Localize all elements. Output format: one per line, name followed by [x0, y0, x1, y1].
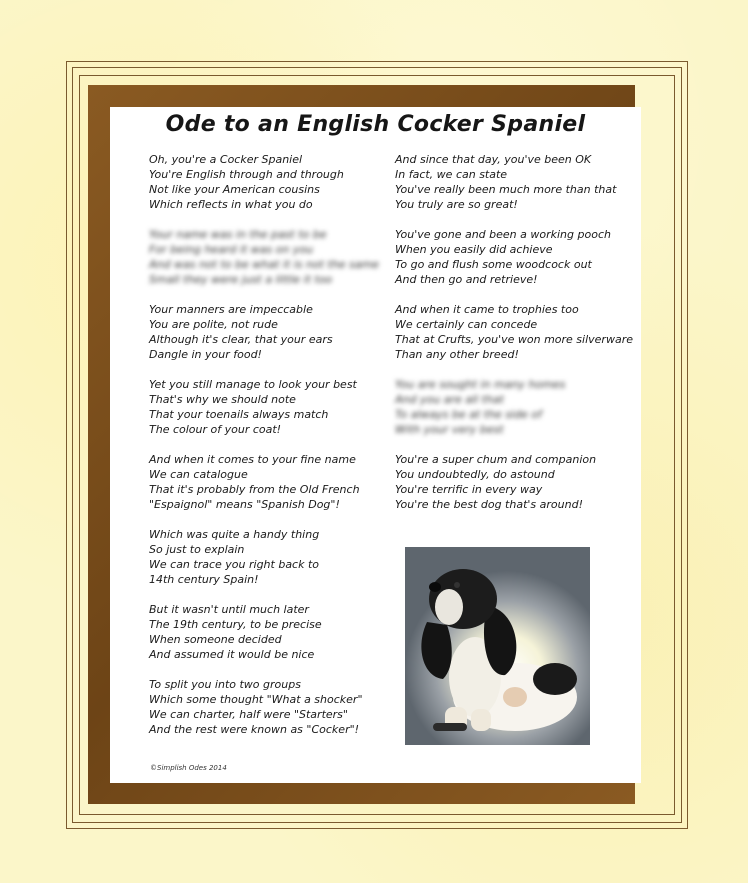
poem-line: You're the best dog that's around! [395, 498, 583, 511]
poem-line: You've really been much more than that [395, 183, 617, 196]
left-stanza-4 [149, 377, 379, 437]
poem-line: You undoubtedly, do astound [395, 468, 555, 481]
poem-line: We certainly can concede [395, 318, 538, 331]
poem-line: When someone decided [149, 633, 282, 646]
right-stanza-5 [395, 452, 635, 512]
poem-line: The 19th century, to be precise [149, 618, 322, 631]
poem-line: We can catalogue [149, 468, 248, 481]
poem-line: The colour of your coat! [149, 423, 282, 436]
poem-line: To split you into two groups [149, 678, 301, 691]
poem-line: To always be at the side of [395, 408, 542, 421]
cocker-spaniel-photo [405, 547, 590, 745]
poem-line: Which some thought "What a shocker" [149, 693, 363, 706]
poem-line: You're a super chum and companion [395, 453, 597, 466]
poem-line: 14th century Spain! [149, 573, 259, 586]
poem-line: You are polite, not rude [149, 318, 278, 331]
poem-line: Your name was in the past to be [149, 228, 327, 241]
poem-line: And you are all that [395, 393, 504, 406]
poem-line: Yet you still manage to look your best [149, 378, 357, 391]
left-stanza-2 [149, 227, 379, 287]
poem-line: That it's probably from the Old French [149, 483, 360, 496]
left-stanza-7 [149, 602, 379, 662]
poem-line: We can charter, half were "Starters" [149, 708, 348, 721]
poem-line: Which reflects in what you do [149, 198, 313, 211]
poem-line: So just to explain [149, 543, 245, 556]
dog-paw-shadow [433, 723, 467, 731]
poem-title: Ode to an English Cocker Spaniel [165, 112, 586, 137]
right-stanza-1 [395, 152, 635, 212]
poem-line: And when it came to trophies too [395, 303, 579, 316]
poem-line: That at Crufts, you've won more silverware [395, 333, 633, 346]
dog-illustration [405, 547, 590, 745]
poem-left-column [149, 152, 379, 752]
poem-line: Your manners are impeccable [149, 303, 313, 316]
poem-line: Which was quite a handy thing [149, 528, 320, 541]
dog-body-patch [533, 663, 577, 695]
right-stanza-3 [395, 302, 635, 362]
dog-muzzle [435, 589, 463, 625]
poem-line: With your very best [395, 423, 504, 436]
poem-line: And then go and retrieve! [395, 273, 538, 286]
dog-left-ear [421, 622, 451, 679]
poem-line: And the rest were known as "Cocker"! [149, 723, 360, 736]
poem-line: That your toenails always match [149, 408, 329, 421]
left-stanza-1 [149, 152, 379, 212]
poem-line: Not like your American cousins [149, 183, 320, 196]
poem-line: Than any other breed! [395, 348, 519, 361]
left-stanza-8 [149, 677, 379, 737]
poem-line: And since that day, you've been OK [395, 153, 592, 166]
poem-line: We can trace you right back to [149, 558, 320, 571]
right-stanza-4 [395, 377, 635, 437]
poem-line: And assumed it would be nice [149, 648, 315, 661]
poem-line: And was not to be what it is not the same [149, 258, 379, 271]
poem-line: Dangle in your food! [149, 348, 262, 361]
poem-line: And when it comes to your fine name [149, 453, 356, 466]
left-stanza-5 [149, 452, 379, 512]
dog-eye [454, 582, 460, 588]
poem-line: To go and flush some woodcock out [395, 258, 592, 271]
poem-line: For being heard it was on you [149, 243, 314, 256]
left-stanza-3 [149, 302, 379, 362]
poem-line: You are sought in many homes [395, 378, 566, 391]
poem-right-column [395, 152, 635, 527]
poem-line: That's why we should note [149, 393, 296, 406]
poem-line: You truly are so great! [395, 198, 518, 211]
poem-line: When you easily did achieve [395, 243, 553, 256]
poem-line: You're English through and through [149, 168, 344, 181]
poem-line: Small they were just a little it too [149, 273, 333, 286]
dog-front-leg-2 [471, 709, 491, 731]
poem-line: In fact, we can state [395, 168, 508, 181]
poem-line: But it wasn't until much later [149, 603, 309, 616]
poem-line: "Espaignol" means "Spanish Dog"! [149, 498, 340, 511]
dog-nose [429, 582, 441, 592]
poem-line: Oh, you're a Cocker Spaniel [149, 153, 303, 166]
left-stanza-6 [149, 527, 379, 587]
right-stanza-2 [395, 227, 635, 287]
poem-line: You've gone and been a working pooch [395, 228, 611, 241]
poem-line: You're terrific in every way [395, 483, 543, 496]
copyright-text: ©Simplish Odes 2014 [150, 764, 227, 772]
poem-line: Although it's clear, that your ears [149, 333, 333, 346]
dog-tan-marking [503, 687, 527, 707]
